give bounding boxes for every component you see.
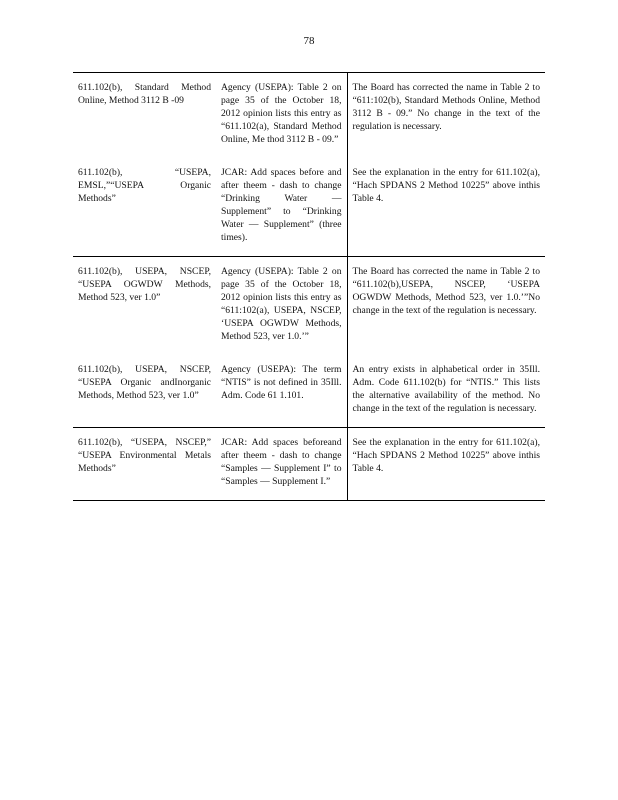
table-row	[73, 428, 545, 501]
table-row	[73, 158, 545, 257]
response-cell: The Board has corrected the name in Table 2 to “611.102(b),USEPA, NSCEP, ‘USEPA OGWDW Methods, Method 523, ver 1.0.’”No change in the text of the regulation is necessary.	[347, 257, 545, 356]
table-row	[73, 355, 545, 428]
section-cell: 611.102(b), USEPA, NSCEP, “USEPA Organic andInorganic Methods, Method 523, ver 1.0”	[73, 355, 216, 428]
section-cell: 611.102(b), Standard Method Online, Method 3112 B -09	[73, 73, 216, 159]
comment-cell: Agency (USEPA): The term “NTIS” is not defined in 35Ill. Adm. Code 61 1.101.	[216, 355, 347, 428]
response-cell: An entry exists in alphabetical order in 35Ill. Adm. Code 611.102(b) for “NTIS.” This lists the alternative availability of the method. No change in the text of the regulation is necessary.	[347, 355, 545, 428]
response-cell: See the explanation in the entry for 611.102(a), “Hach SPDANS 2 Method 10225” above inthis Table 4.	[347, 428, 545, 501]
comment-cell: JCAR: Add spaces beforeand after theem - dash to change “Samples — Supplement I” to “Samples — Supplement I.”	[216, 428, 347, 501]
page-number: 78	[303, 35, 315, 47]
section-cell: 611.102(b), USEPA, NSCEP, “USEPA OGWDW Methods, Method 523, ver 1.0”	[73, 257, 216, 356]
comment-cell: Agency (USEPA): Table 2 on page 35 of the October 18, 2012 opinion lists this entry as “611.102(a), Standard Method Online, Me thod 3112 B - 09.”	[216, 73, 347, 159]
section-cell: 611.102(b), “USEPA, EMSL,”“USEPA Organic Methods”	[73, 158, 216, 257]
table-row	[73, 73, 545, 159]
comment-cell: Agency (USEPA): Table 2 on page 35 of the October 18, 2012 opinion lists this entry as “611:102(a), USEPA, NSCEP, ‘USEPA OGWDW Methods, Method 523, ver 1.0.’”	[216, 257, 347, 356]
section-cell: 611.102(b), “USEPA, NSCEP,” “USEPA Environmental Metals Methods”	[73, 428, 216, 501]
comment-cell: JCAR: Add spaces before and after theem - dash to change “Drinking Water — Supplement” to “Drinking Water — Supplement” (three times).	[216, 158, 347, 257]
table-row	[73, 257, 545, 356]
response-cell: The Board has corrected the name in Table 2 to “611:102(b), Standard Methods Online, Method 3112 B - 09.” No change in the text of the regulation is necessary.	[347, 73, 545, 159]
corrections-table	[73, 72, 545, 501]
response-cell: See the explanation in the entry for 611.102(a), “Hach SPDANS 2 Method 10225” above inthis Table 4.	[347, 158, 545, 257]
